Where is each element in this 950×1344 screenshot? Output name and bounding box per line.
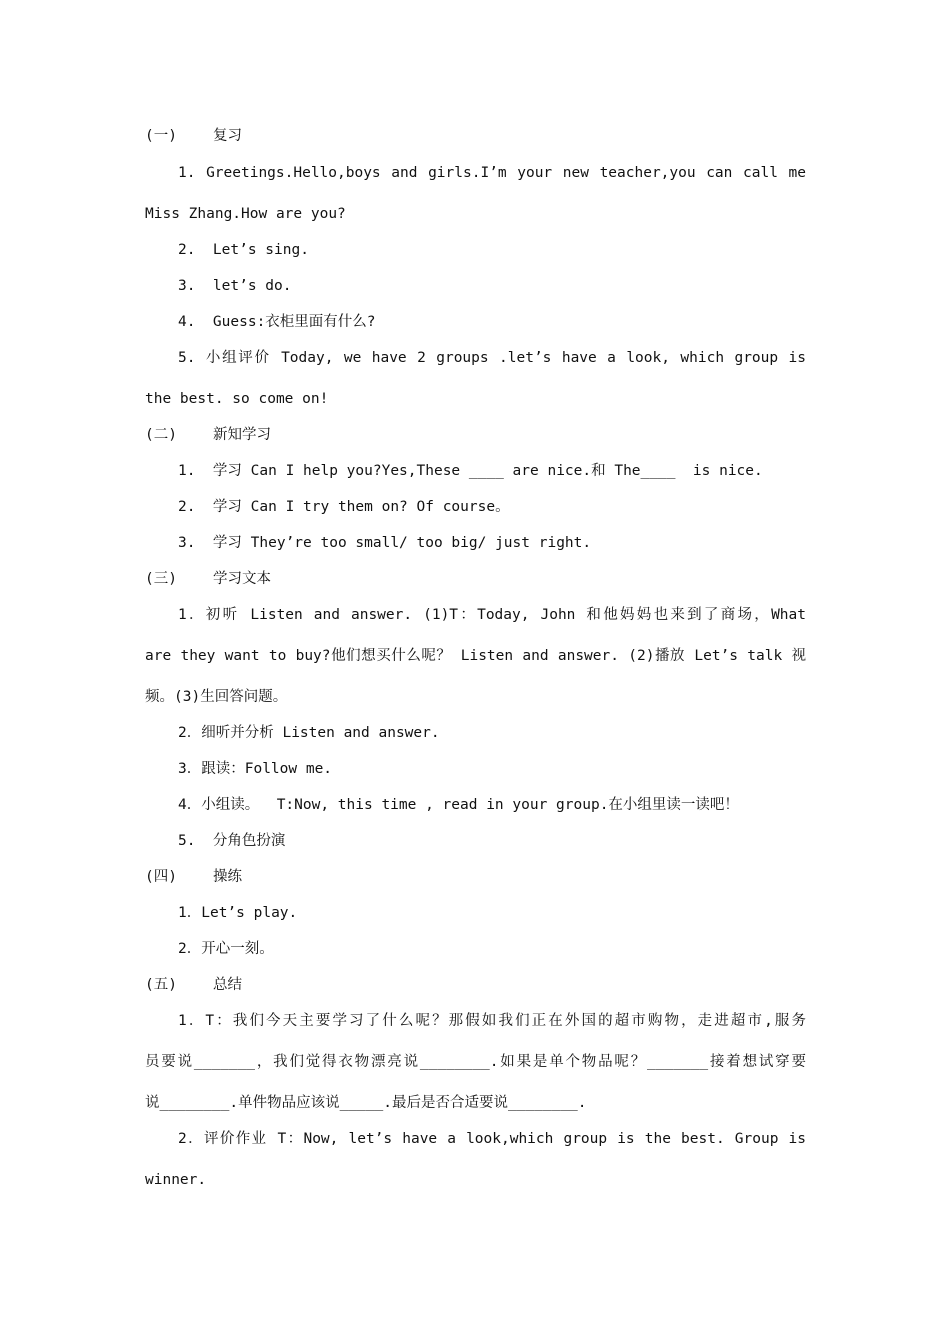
summary-item-2-cont: winner. (145, 1172, 207, 1188)
section-title: 操练 (212, 869, 242, 885)
section-number: (五) (145, 977, 177, 993)
review-item-1-cont: Miss Zhang.How are you? (145, 206, 346, 222)
text-item-1-cont: are they want to buy?他们想买什么呢？ Listen and answer. (2)播放 Let’s talk 视 (145, 648, 806, 664)
section-number: (一) (145, 128, 177, 144)
review-item-1: 1. Greetings.Hello,boys and girls.I’m your new teacher,you can call me (178, 165, 806, 181)
text-item-4: 4．小组读。 T:Now, this time , read in your group.在小组里读一读吧！ (178, 797, 739, 813)
text-item-3: 3．跟读：Follow me. (178, 761, 333, 777)
summary-item-1: 1．T：我们今天主要学习了什么呢？那假如我们正在外国的超市购物，走进超市,服务 (178, 1013, 806, 1029)
text-item-1: 1．初听 Listen and answer. (1)T：Today, John 和他妈妈也来到了商场，What (178, 607, 806, 623)
section-title: 学习文本 (212, 571, 271, 587)
review-item-4: 4. Guess:衣柜里面有什么? (178, 314, 376, 330)
summary-item-2: 2．评价作业 T：Now, let’s have a look,which group is the best. Group is (178, 1131, 806, 1147)
section-title: 复习 (212, 128, 242, 144)
new-item-1: 1. 学习 Can I help you?Yes,These ____ are nice.和 The____ is nice. (178, 463, 763, 479)
practice-item-2: 2．开心一刻。 (178, 941, 274, 957)
section-title: 新知学习 (212, 427, 271, 443)
section-number: (四) (145, 869, 177, 885)
section-heading-new-learning (145, 425, 271, 445)
new-item-2: 2. 学习 Can I try them on? Of course。 (178, 499, 510, 515)
section-heading-practice (145, 867, 242, 887)
section-heading-text-study (145, 569, 271, 589)
section-number: (二) (145, 427, 177, 443)
section-heading-review (145, 126, 242, 146)
text-item-2: 2．细听并分析 Listen and answer. (178, 725, 440, 741)
section-heading-summary (145, 975, 242, 995)
summary-item-1-cont: 员要说_______，我们觉得衣物漂亮说________.如果是单个物品呢？_______接着想试穿要 (145, 1054, 806, 1070)
review-item-5: 5. 小组评价 Today, we have 2 groups .let’s have a look, which group is (178, 350, 806, 366)
new-item-3: 3. 学习 They’re too small/ too big/ just right. (178, 535, 592, 551)
review-item-3: 3. let’s do. (178, 278, 292, 294)
section-title: 总结 (212, 977, 242, 993)
summary-item-1-cont2: 说________.单件物品应该说_____.最后是否合适要说________. (145, 1095, 587, 1111)
review-item-5-cont: the best. so come on! (145, 391, 329, 407)
practice-item-1: 1．Let’s play. (178, 905, 298, 921)
text-item-1-cont2: 频。(3)生回答问题。 (145, 689, 288, 705)
review-item-2: 2. Let’s sing. (178, 242, 309, 258)
section-number: (三) (145, 571, 177, 587)
text-item-5: 5. 分角色扮演 (178, 833, 286, 849)
